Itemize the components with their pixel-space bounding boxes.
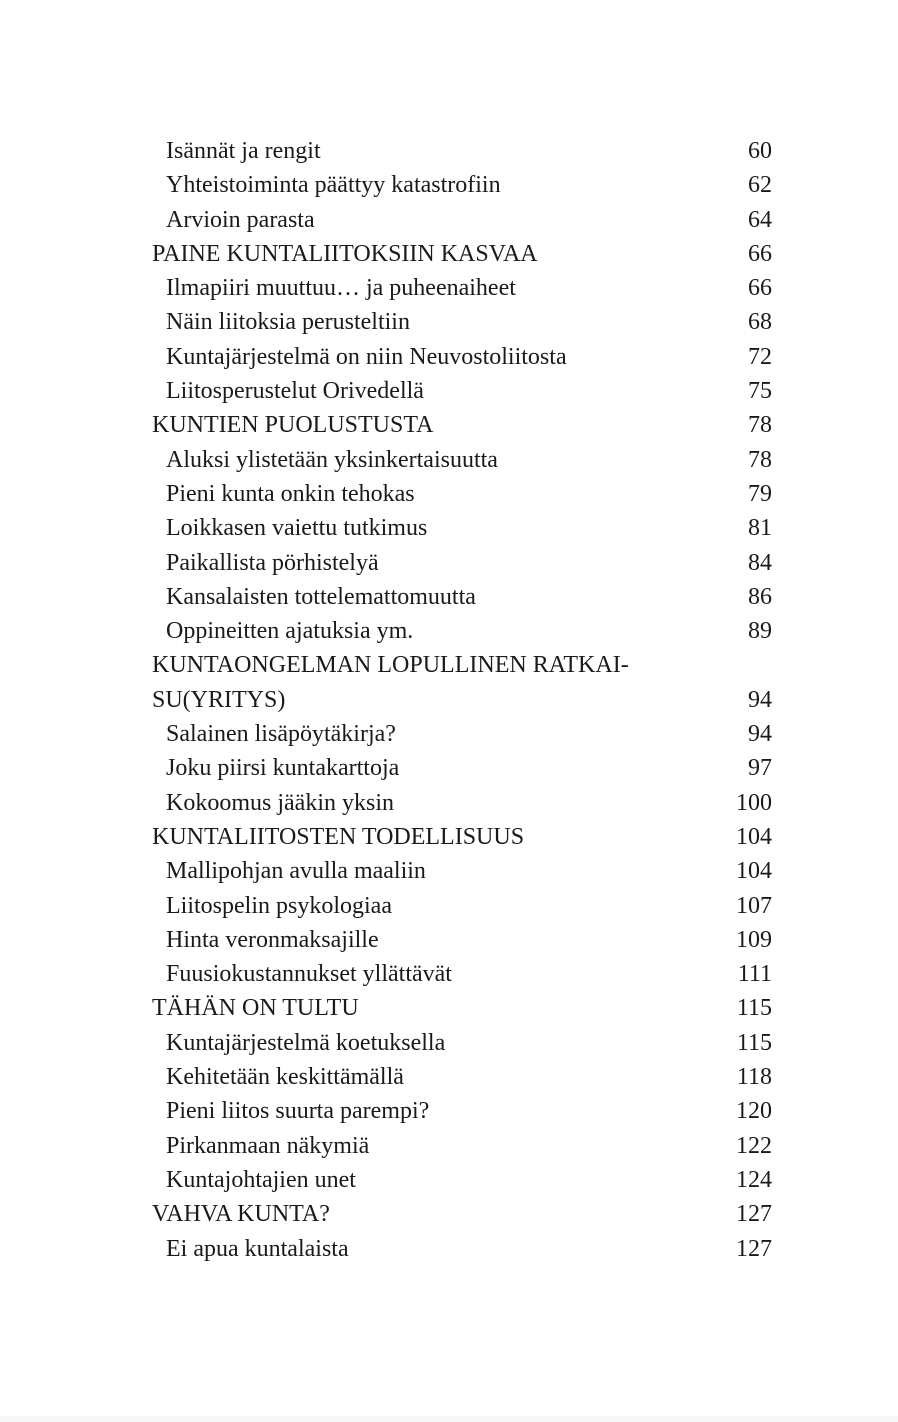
toc-entry-page-number: 78 — [748, 446, 772, 473]
toc-chapter-entry — [152, 683, 772, 717]
toc-entry-title: Ilmapiiri muuttuu… ja puheenaiheet — [166, 275, 516, 302]
toc-entry-page-number: 124 — [736, 1166, 772, 1193]
toc-entry-page-number: 66 — [748, 275, 772, 302]
toc-subsection-entry — [152, 477, 772, 511]
toc-entry-title: Joku piirsi kuntakarttoja — [166, 755, 400, 782]
toc-entry-title: Salainen lisäpöytäkirja? — [166, 721, 396, 748]
toc-subsection-entry — [152, 957, 772, 991]
toc-subsection-entry — [152, 614, 772, 648]
toc-entry-page-number: 75 — [748, 378, 772, 405]
toc-subsection-entry — [152, 1094, 772, 1128]
toc-subsection-entry — [152, 786, 772, 820]
toc-entry-page-number: 78 — [748, 412, 772, 439]
toc-entry-title: Pieni kunta onkin tehokas — [166, 480, 415, 507]
toc-subsection-entry — [152, 1129, 772, 1163]
toc-entry-page-number: 118 — [736, 1064, 772, 1091]
toc-entry-page-number: 120 — [736, 1098, 772, 1125]
toc-subsection-entry — [152, 923, 772, 957]
toc-entry-page-number: 81 — [748, 515, 772, 542]
toc-entry-title: Hinta veronmaksajille — [166, 926, 379, 953]
toc-entry-page-number: 111 — [737, 961, 772, 988]
toc-subsection-entry — [152, 511, 772, 545]
toc-entry-title: Liitospelin psykologiaa — [166, 892, 392, 919]
toc-chapter-entry — [152, 237, 772, 271]
toc-entry-page-number: 115 — [736, 1029, 772, 1056]
toc-subsection-entry — [152, 1232, 772, 1266]
toc-entry-page-number: 79 — [748, 480, 772, 507]
toc-entry-title: VAHVA KUNTA? — [152, 1201, 330, 1228]
toc-entry-title: Liitosperustelut Orivedellä — [166, 378, 424, 405]
toc-entry-page-number: 127 — [736, 1201, 772, 1228]
toc-subsection-entry — [152, 203, 772, 237]
toc-entry-title: Paikallista pörhistelyä — [166, 549, 379, 576]
toc-entry-page-number: 60 — [748, 138, 772, 164]
toc-entry-title: Loikkasen vaiettu tutkimus — [166, 515, 428, 542]
toc-entry-title: Kuntajohtajien unet — [166, 1166, 356, 1193]
toc-subsection-entry — [152, 1026, 772, 1060]
toc-entry-title: Aluksi ylistetään yksinkertaisuutta — [166, 446, 498, 473]
toc-subsection-entry — [152, 340, 772, 374]
toc-chapter-entry — [152, 408, 772, 442]
toc-entry-page-number: 115 — [736, 995, 772, 1022]
toc-entry-page-number: 64 — [748, 206, 772, 233]
toc-entry-page-number: 66 — [748, 240, 772, 267]
toc-subsection-entry — [152, 305, 772, 339]
toc-entry-page-number: 72 — [748, 343, 772, 370]
toc-entry-title: Kansalaisten tottelemattomuutta — [166, 583, 476, 610]
toc-entry-title: TÄHÄN ON TULTU — [152, 995, 359, 1022]
table-of-contents — [152, 134, 772, 1266]
toc-entry-title: Oppineitten ajatuksia ym. — [166, 618, 414, 645]
toc-entry-title: Mallipohjan avulla maaliin — [166, 858, 426, 885]
toc-subsection-entry — [152, 374, 772, 408]
toc-entry-page-number: 104 — [736, 858, 772, 885]
toc-entry-page-number: 109 — [736, 926, 772, 953]
toc-entry-page-number: 127 — [736, 1235, 772, 1262]
toc-subsection-entry — [152, 751, 772, 785]
toc-entry-title: PAINE KUNTALIITOKSIIN KASVAA — [152, 240, 538, 267]
toc-entry-page-number: 84 — [748, 549, 772, 576]
toc-subsection-entry — [152, 1060, 772, 1094]
toc-subsection-entry — [152, 271, 772, 305]
toc-subsection-entry — [152, 580, 772, 614]
toc-entry-title: Fuusiokustannukset yllättävät — [166, 961, 452, 988]
toc-subsection-entry — [152, 854, 772, 888]
toc-entry-page-number: 94 — [748, 686, 772, 713]
toc-entry-page-number: 68 — [748, 309, 772, 336]
toc-subsection-entry — [152, 168, 772, 202]
toc-entry-page-number: 89 — [748, 618, 772, 645]
toc-subsection-entry — [152, 134, 772, 168]
toc-entry-title: KUNTAONGELMAN LOPULLINEN RATKAI- — [152, 652, 629, 679]
toc-chapter-entry — [152, 820, 772, 854]
toc-subsection-entry — [152, 889, 772, 923]
page-bottom-edge — [0, 1416, 898, 1422]
toc-entry-title: Kuntajärjestelmä on niin Neuvostoliitosta — [166, 343, 567, 370]
toc-entry-title: KUNTALIITOSTEN TODELLISUUS — [152, 823, 525, 850]
toc-entry-title: Arvioin parasta — [166, 206, 315, 233]
toc-subsection-entry — [152, 1163, 772, 1197]
toc-entry-title: KUNTIEN PUOLUSTUSTA — [152, 412, 434, 439]
toc-entry-page-number: 107 — [736, 892, 772, 919]
toc-chapter-entry — [152, 1197, 772, 1231]
toc-entry-page-number: 100 — [736, 789, 772, 816]
toc-entry-title: Näin liitoksia perusteltiin — [166, 309, 410, 336]
toc-entry-page-number: 104 — [736, 823, 772, 850]
toc-chapter-entry — [152, 991, 772, 1025]
toc-entry-title: Isännät ja rengit — [166, 138, 321, 164]
toc-chapter-entry — [152, 648, 772, 682]
toc-entry-title: Pirkanmaan näkymiä — [166, 1132, 370, 1159]
toc-entry-page-number: 122 — [736, 1132, 772, 1159]
toc-entry-title: Pieni liitos suurta parempi? — [166, 1098, 430, 1125]
toc-entry-page-number: 62 — [748, 172, 772, 199]
toc-subsection-entry — [152, 546, 772, 580]
toc-entry-title: Ei apua kuntalaista — [166, 1235, 349, 1262]
toc-entry-page-number: 94 — [748, 721, 772, 748]
toc-entry-title: Kehitetään keskittämällä — [166, 1064, 404, 1091]
toc-subsection-entry — [152, 443, 772, 477]
toc-entry-page-number: 86 — [748, 583, 772, 610]
toc-subsection-entry — [152, 717, 772, 751]
toc-entry-title: Kuntajärjestelmä koetuksella — [166, 1029, 446, 1056]
toc-entry-page-number: 97 — [748, 755, 772, 782]
toc-entry-title: Yhteistoiminta päättyy katastrofiin — [166, 172, 501, 199]
toc-entry-title: Kokoomus jääkin yksin — [166, 789, 394, 816]
toc-entry-title: SU(YRITYS) — [152, 686, 286, 713]
